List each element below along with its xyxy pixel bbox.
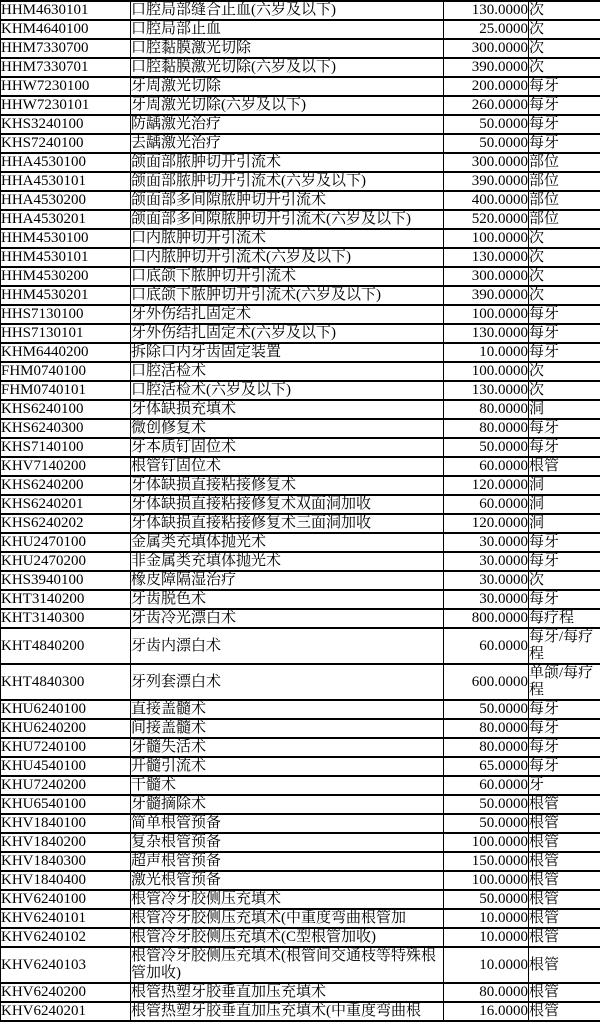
price-cell: 65.0000	[444, 757, 529, 776]
procedure-name-cell: 非金属类充填体抛光术	[131, 552, 444, 571]
table-row	[1, 852, 600, 871]
table-row	[1, 571, 600, 590]
procedure-code-cell: KHT4840300	[1, 664, 131, 700]
price-cell: 50.0000	[444, 814, 529, 833]
price-cell: 390.0000	[444, 58, 529, 77]
unit-cell: 每牙	[529, 324, 600, 343]
procedure-name-cell: 口腔局部止血	[131, 20, 444, 39]
unit-cell: 根管	[529, 852, 600, 871]
procedure-code-cell: KHV6240200	[1, 983, 131, 1002]
procedure-code-cell: KHU2470100	[1, 533, 131, 552]
table-row	[1, 20, 600, 39]
table-row	[1, 476, 600, 495]
procedure-code-cell: KHU6240200	[1, 719, 131, 738]
procedure-name-cell: 口内脓肿切开引流术(六岁及以下)	[131, 248, 444, 267]
unit-cell: 每牙	[529, 77, 600, 96]
price-cell: 100.0000	[444, 229, 529, 248]
table-row	[1, 757, 600, 776]
procedure-code-cell: HHA4530101	[1, 172, 131, 191]
procedure-name-cell: 牙本质钉固位术	[131, 438, 444, 457]
price-cell: 50.0000	[444, 134, 529, 153]
table-row	[1, 776, 600, 795]
unit-cell: 部位	[529, 210, 600, 229]
procedure-name-cell: 橡皮障隔湿治疗	[131, 571, 444, 590]
table-row	[1, 738, 600, 757]
unit-cell: 每疗程	[529, 609, 600, 628]
table-row	[1, 909, 600, 928]
price-cell: 50.0000	[444, 115, 529, 134]
unit-cell: 每牙	[529, 757, 600, 776]
unit-cell: 每牙	[529, 343, 600, 362]
procedure-code-cell: KHS6240300	[1, 419, 131, 438]
table-row	[1, 833, 600, 852]
procedure-name-cell: 干髓术	[131, 776, 444, 795]
procedure-code-cell: KHM4640100	[1, 20, 131, 39]
procedure-name-cell: 去龋激光治疗	[131, 134, 444, 153]
unit-cell: 根管	[529, 983, 600, 1002]
procedure-name-cell: 口底颌下脓肿切开引流术	[131, 267, 444, 286]
unit-cell: 次	[529, 1, 600, 20]
price-cell: 390.0000	[444, 286, 529, 305]
price-cell: 10.0000	[444, 928, 529, 947]
table-row	[1, 134, 600, 153]
price-cell: 300.0000	[444, 267, 529, 286]
unit-cell: 次	[529, 229, 600, 248]
procedure-code-cell: KHU4540100	[1, 757, 131, 776]
procedure-code-cell: KHV6240103	[1, 947, 131, 983]
procedure-code-cell: KHT3140200	[1, 590, 131, 609]
table-row	[1, 286, 600, 305]
unit-cell: 牙	[529, 776, 600, 795]
table-row	[1, 153, 600, 172]
procedure-code-cell: KHS6240100	[1, 400, 131, 419]
procedure-name-cell: 牙外伤结扎固定术(六岁及以下)	[131, 324, 444, 343]
procedure-name-cell: 牙体缺损直接粘接修复术	[131, 476, 444, 495]
unit-cell: 每牙	[529, 134, 600, 153]
table-row	[1, 96, 600, 115]
procedure-name-cell: 根管冷牙胶侧压充填术	[131, 890, 444, 909]
price-cell: 800.0000	[444, 609, 529, 628]
unit-cell: 次	[529, 58, 600, 77]
unit-cell: 每牙	[529, 438, 600, 457]
price-cell: 390.0000	[444, 172, 529, 191]
unit-cell: 洞	[529, 476, 600, 495]
procedure-code-cell: HHA4530200	[1, 191, 131, 210]
unit-cell: 每牙	[529, 719, 600, 738]
procedure-name-cell: 根管冷牙胶侧压充填术(中重度弯曲根管加	[131, 909, 444, 928]
price-cell: 60.0000	[444, 457, 529, 476]
price-cell: 30.0000	[444, 533, 529, 552]
table-row	[1, 590, 600, 609]
procedure-name-cell: 牙齿冷光漂白术	[131, 609, 444, 628]
unit-cell: 次	[529, 39, 600, 58]
procedure-name-cell: 微创修复术	[131, 419, 444, 438]
price-cell: 80.0000	[444, 400, 529, 419]
table-row	[1, 552, 600, 571]
price-cell: 10.0000	[444, 909, 529, 928]
procedure-code-cell: KHU2470200	[1, 552, 131, 571]
price-cell: 100.0000	[444, 833, 529, 852]
procedure-name-cell: 牙齿脱色术	[131, 590, 444, 609]
price-cell: 50.0000	[444, 438, 529, 457]
procedure-name-cell: 牙体缺损充填术	[131, 400, 444, 419]
price-cell: 25.0000	[444, 20, 529, 39]
unit-cell: 每牙	[529, 419, 600, 438]
unit-cell: 次	[529, 20, 600, 39]
procedure-name-cell: 复杂根管预备	[131, 833, 444, 852]
procedure-name-cell: 颌面部脓肿切开引流术	[131, 153, 444, 172]
unit-cell: 部位	[529, 172, 600, 191]
table-row	[1, 58, 600, 77]
table-row	[1, 947, 600, 983]
unit-cell: 洞	[529, 495, 600, 514]
procedure-name-cell: 防龋激光治疗	[131, 115, 444, 134]
unit-cell: 根管	[529, 928, 600, 947]
procedure-name-cell: 牙周激光切除	[131, 77, 444, 96]
table-row	[1, 609, 600, 628]
table-row	[1, 39, 600, 58]
table-row	[1, 210, 600, 229]
procedure-code-cell: HHM7330701	[1, 58, 131, 77]
price-cell: 130.0000	[444, 381, 529, 400]
procedure-code-cell: FHM0740101	[1, 381, 131, 400]
unit-cell: 根管	[529, 814, 600, 833]
procedure-name-cell: 根管钉固位术	[131, 457, 444, 476]
table-row	[1, 172, 600, 191]
price-cell: 60.0000	[444, 495, 529, 514]
table-row	[1, 700, 600, 719]
table-row	[1, 1, 600, 20]
unit-cell: 根管	[529, 457, 600, 476]
table-row	[1, 664, 600, 700]
unit-cell: 根管	[529, 1002, 600, 1021]
price-cell: 80.0000	[444, 983, 529, 1002]
table-row	[1, 324, 600, 343]
table-row	[1, 419, 600, 438]
unit-cell: 次	[529, 286, 600, 305]
price-cell: 130.0000	[444, 1, 529, 20]
price-cell: 16.0000	[444, 1002, 529, 1021]
procedure-code-cell: KHV6240101	[1, 909, 131, 928]
table-row	[1, 719, 600, 738]
procedure-code-cell: HHM4630101	[1, 1, 131, 20]
procedure-name-cell: 开髓引流术	[131, 757, 444, 776]
procedure-code-cell: HHW7230100	[1, 77, 131, 96]
procedure-name-cell: 颌面部多间隙脓肿切开引流术(六岁及以下)	[131, 210, 444, 229]
unit-cell: 次	[529, 362, 600, 381]
table-row	[1, 400, 600, 419]
procedure-name-cell: 根管热塑牙胶垂直加压充填术(中重度弯曲根	[131, 1002, 444, 1021]
price-cell: 260.0000	[444, 96, 529, 115]
procedure-name-cell: 牙髓失活术	[131, 738, 444, 757]
procedure-code-cell: KHV1840400	[1, 871, 131, 890]
price-cell: 10.0000	[444, 947, 529, 983]
table-row	[1, 814, 600, 833]
unit-cell: 部位	[529, 153, 600, 172]
procedure-name-cell: 口腔活检术	[131, 362, 444, 381]
price-cell: 30.0000	[444, 590, 529, 609]
unit-cell: 根管	[529, 833, 600, 852]
price-cell: 120.0000	[444, 514, 529, 533]
procedure-code-cell: HHM7330700	[1, 39, 131, 58]
procedure-code-cell: KHS3240100	[1, 115, 131, 134]
unit-cell: 每牙	[529, 96, 600, 115]
procedure-code-cell: KHU6240100	[1, 700, 131, 719]
procedure-name-cell: 根管冷牙胶侧压充填术(C型根管加收)	[131, 928, 444, 947]
unit-cell: 每牙/每疗程	[529, 628, 600, 664]
unit-cell: 次	[529, 381, 600, 400]
unit-cell: 每牙	[529, 533, 600, 552]
procedure-code-cell: HHM4530101	[1, 248, 131, 267]
procedure-code-cell: KHU7240200	[1, 776, 131, 795]
table-row	[1, 191, 600, 210]
procedure-code-cell: HHS7130101	[1, 324, 131, 343]
procedure-name-cell: 牙周激光切除(六岁及以下)	[131, 96, 444, 115]
price-cell: 10.0000	[444, 343, 529, 362]
unit-cell: 根管	[529, 947, 600, 983]
procedure-code-cell: KHV6240100	[1, 890, 131, 909]
unit-cell: 洞	[529, 514, 600, 533]
procedure-name-cell: 根管冷牙胶侧压充填术(根管间交通枝等特殊根管加收)	[131, 947, 444, 983]
procedure-code-cell: KHS6240201	[1, 495, 131, 514]
table-row	[1, 928, 600, 947]
procedure-name-cell: 颌面部多间隙脓肿切开引流术	[131, 191, 444, 210]
price-cell: 200.0000	[444, 77, 529, 96]
price-cell: 600.0000	[444, 664, 529, 700]
procedure-name-cell: 口内脓肿切开引流术	[131, 229, 444, 248]
table-row	[1, 438, 600, 457]
procedure-name-cell: 牙体缺损直接粘接修复术双面洞加收	[131, 495, 444, 514]
price-cell: 300.0000	[444, 153, 529, 172]
table-row	[1, 362, 600, 381]
table-row	[1, 115, 600, 134]
unit-cell: 根管	[529, 795, 600, 814]
procedure-code-cell: KHT3140300	[1, 609, 131, 628]
price-cell: 50.0000	[444, 890, 529, 909]
procedure-name-cell: 口底颌下脓肿切开引流术(六岁及以下)	[131, 286, 444, 305]
procedure-code-cell: KHV1840100	[1, 814, 131, 833]
price-cell: 80.0000	[444, 419, 529, 438]
unit-cell: 次	[529, 248, 600, 267]
procedure-code-cell: KHS7240100	[1, 134, 131, 153]
price-cell: 30.0000	[444, 571, 529, 590]
procedure-name-cell: 牙髓摘除术	[131, 795, 444, 814]
table-row	[1, 514, 600, 533]
procedure-name-cell: 直接盖髓术	[131, 700, 444, 719]
procedure-code-cell: KHV1840300	[1, 852, 131, 871]
table-row	[1, 1002, 600, 1021]
price-cell: 100.0000	[444, 305, 529, 324]
procedure-name-cell: 牙齿内漂白术	[131, 628, 444, 664]
price-cell: 150.0000	[444, 852, 529, 871]
price-cell: 520.0000	[444, 210, 529, 229]
table-row	[1, 229, 600, 248]
procedure-name-cell: 牙列套漂白术	[131, 664, 444, 700]
table-row	[1, 890, 600, 909]
price-cell: 100.0000	[444, 871, 529, 890]
procedure-name-cell: 拆除口内牙齿固定装置	[131, 343, 444, 362]
table-row	[1, 343, 600, 362]
procedure-code-cell: KHV1840200	[1, 833, 131, 852]
procedure-name-cell: 超声根管预备	[131, 852, 444, 871]
procedure-code-cell: KHV6240201	[1, 1002, 131, 1021]
procedure-code-cell: HHA4530201	[1, 210, 131, 229]
unit-cell: 每牙	[529, 305, 600, 324]
price-cell: 100.0000	[444, 362, 529, 381]
procedure-name-cell: 间接盖髓术	[131, 719, 444, 738]
table-row	[1, 381, 600, 400]
procedure-code-cell: KHS7140100	[1, 438, 131, 457]
procedure-code-cell: KHS3940100	[1, 571, 131, 590]
unit-cell: 次	[529, 267, 600, 286]
table-row	[1, 267, 600, 286]
unit-cell: 洞	[529, 400, 600, 419]
price-cell: 60.0000	[444, 628, 529, 664]
procedure-name-cell: 简单根管预备	[131, 814, 444, 833]
unit-cell: 每牙	[529, 552, 600, 571]
table-row	[1, 457, 600, 476]
unit-cell: 根管	[529, 871, 600, 890]
table-row	[1, 248, 600, 267]
procedure-code-cell: HHM4530100	[1, 229, 131, 248]
price-cell: 30.0000	[444, 552, 529, 571]
procedure-code-cell: HHA4530100	[1, 153, 131, 172]
price-cell: 50.0000	[444, 795, 529, 814]
unit-cell: 次	[529, 571, 600, 590]
procedure-code-cell: KHS6240202	[1, 514, 131, 533]
procedure-code-cell: KHU7240100	[1, 738, 131, 757]
procedure-name-cell: 口腔局部缝合止血(六岁及以下)	[131, 1, 444, 20]
unit-cell: 每牙	[529, 738, 600, 757]
procedure-name-cell: 根管热塑牙胶垂直加压充填术	[131, 983, 444, 1002]
unit-cell: 每牙	[529, 115, 600, 134]
procedure-code-cell: HHS7130100	[1, 305, 131, 324]
procedure-name-cell: 颌面部脓肿切开引流术(六岁及以下)	[131, 172, 444, 191]
price-cell: 60.0000	[444, 776, 529, 795]
unit-cell: 单颌/每疗程	[529, 664, 600, 700]
procedure-name-cell: 口腔黏膜激光切除	[131, 39, 444, 58]
unit-cell: 根管	[529, 890, 600, 909]
price-cell: 130.0000	[444, 324, 529, 343]
procedure-code-cell: FHM0740100	[1, 362, 131, 381]
procedure-name-cell: 激光根管预备	[131, 871, 444, 890]
unit-cell: 每牙	[529, 590, 600, 609]
procedure-code-cell: HHW7230101	[1, 96, 131, 115]
procedure-code-cell: KHV6240102	[1, 928, 131, 947]
table-row	[1, 628, 600, 664]
procedure-name-cell: 牙体缺损直接粘接修复术三面洞加收	[131, 514, 444, 533]
procedure-name-cell: 金属类充填体抛光术	[131, 533, 444, 552]
procedure-code-cell: HHM4530200	[1, 267, 131, 286]
table-row	[1, 795, 600, 814]
price-cell: 300.0000	[444, 39, 529, 58]
price-table-body	[1, 1, 600, 1021]
procedure-code-cell: KHS6240200	[1, 476, 131, 495]
price-cell: 80.0000	[444, 738, 529, 757]
price-cell: 130.0000	[444, 248, 529, 267]
procedure-code-cell: KHU6540100	[1, 795, 131, 814]
procedure-code-cell: KHM6440200	[1, 343, 131, 362]
price-cell: 120.0000	[444, 476, 529, 495]
procedure-code-cell: HHM4530201	[1, 286, 131, 305]
procedure-name-cell: 牙外伤结扎固定术	[131, 305, 444, 324]
price-cell: 50.0000	[444, 700, 529, 719]
price-cell: 80.0000	[444, 719, 529, 738]
unit-cell: 根管	[529, 909, 600, 928]
procedure-name-cell: 口腔活检术(六岁及以下)	[131, 381, 444, 400]
procedure-code-cell: KHV7140200	[1, 457, 131, 476]
table-row	[1, 533, 600, 552]
table-row	[1, 983, 600, 1002]
unit-cell: 部位	[529, 191, 600, 210]
procedure-name-cell: 口腔黏膜激光切除(六岁及以下)	[131, 58, 444, 77]
table-row	[1, 305, 600, 324]
table-row	[1, 871, 600, 890]
procedure-code-cell: KHT4840200	[1, 628, 131, 664]
price-cell: 400.0000	[444, 191, 529, 210]
table-row	[1, 495, 600, 514]
table-row	[1, 77, 600, 96]
unit-cell: 每牙	[529, 700, 600, 719]
